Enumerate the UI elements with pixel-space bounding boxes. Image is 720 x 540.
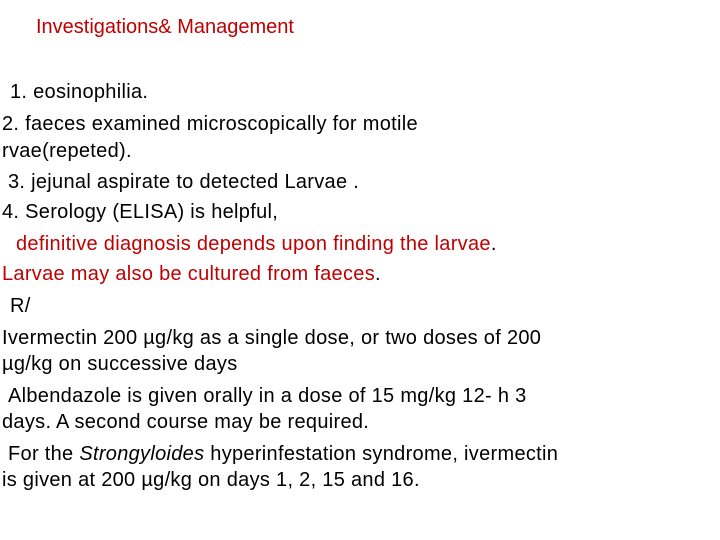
definitive-diagnosis-text: definitive diagnosis depends upon finding the larvae	[16, 233, 491, 255]
strongyloides-term: Strongyloides	[79, 443, 205, 465]
list-item: 4. Serology (ELISA) is helpful,	[2, 201, 279, 223]
list-item: 2. faeces examined microscopically for motile	[2, 113, 418, 135]
albendazole-line-1: Albendazole is given orally in a dose of 15 mg/kg 12- h 3	[8, 385, 527, 407]
ivermectin-line-1: Ivermectin 200 µg/kg as a single dose, or two doses of 200	[2, 327, 542, 349]
strongyloides-line-2: is given at 200 µg/kg on days 1, 2, 15 and 16.	[2, 469, 420, 491]
slide-title: Investigations& Management	[36, 16, 294, 38]
period: .	[490, 233, 497, 255]
culture-line	[2, 262, 381, 286]
ivermectin-line-2: µg/kg on successive days	[2, 353, 238, 375]
albendazole-line-2: days. A second course may be required.	[2, 411, 370, 433]
list-item: 1. eosinophilia.	[10, 81, 149, 103]
rx-heading: R/	[10, 295, 31, 317]
period: .	[375, 263, 381, 285]
culture-text: Larvae may also be cultured from faeces	[2, 263, 375, 285]
strongyloides-prefix: For the	[8, 443, 80, 465]
definitive-diagnosis-line	[16, 232, 497, 256]
strongyloides-suffix: hyperinfestation syndrome, ivermectin	[204, 443, 559, 465]
list-item: rvae(repeted).	[2, 140, 132, 162]
strongyloides-line-1	[8, 442, 558, 466]
list-item: 3. jejunal aspirate to detected Larvae .	[8, 171, 360, 193]
